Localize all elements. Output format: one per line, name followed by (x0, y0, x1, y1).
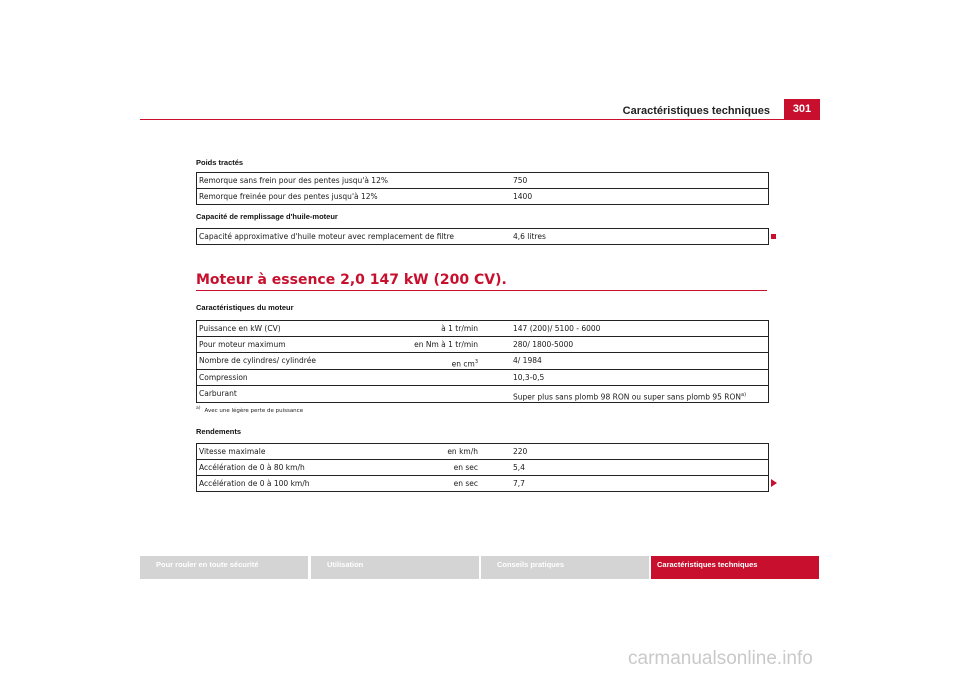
row-value: 1400 (513, 192, 533, 201)
performance-heading: Rendements (196, 427, 242, 436)
engine-heading: Caractéristiques du moteur (196, 303, 294, 312)
row-label: Accélération de 0 à 100 km/h (199, 479, 310, 488)
table-row (197, 336, 768, 352)
row-unit: en sec (453, 463, 478, 472)
row-value: 4,6 litres (513, 232, 546, 241)
continue-arrow-icon (771, 479, 777, 487)
row-value: 280/ 1800-5000 (513, 340, 574, 349)
footer-tab-technical[interactable]: Caractéristiques techniques (651, 556, 819, 579)
row-label: Remorque freinée pour des pentes jusqu'à 12% (199, 192, 378, 201)
row-unit: à 1 tr/min (441, 324, 478, 333)
value-text: Super plus sans plomb 98 RON ou super sans plomb 95 RON (513, 392, 742, 402)
footnote-ref: a) (741, 392, 747, 398)
watermark: carmanualsonline.info (628, 648, 813, 669)
footnote-mark: a) (196, 406, 201, 411)
row-value: 220 (513, 447, 528, 456)
table-row (197, 321, 768, 336)
footer-tab-safety[interactable]: Pour rouler en toute sécurité (140, 556, 308, 579)
row-value: 7,7 (513, 479, 525, 488)
row-value: 10,3-0,5 (513, 373, 545, 382)
row-label: Vitesse maximale (199, 447, 266, 456)
footer-nav (140, 556, 820, 579)
towing-heading: Poids tractés (196, 158, 244, 167)
footnote-text: Avec une légère perte de puissance (204, 407, 304, 414)
footer-tab-usage[interactable]: Utilisation (311, 556, 479, 579)
row-label: Pour moteur maximum (199, 340, 286, 349)
unit-superscript: 3 (474, 359, 478, 365)
table-row (197, 369, 768, 385)
footnote (196, 406, 303, 414)
page-number: 301 (784, 99, 820, 119)
row-label: Puissance en kW (CV) (199, 324, 281, 333)
row-unit: en km/h (447, 447, 478, 456)
header-rule (140, 119, 820, 120)
row-label: Remorque sans frein pour des pentes jusqu'à 12% (199, 176, 388, 185)
row-unit (452, 359, 478, 369)
row-unit: en Nm à 1 tr/min (414, 340, 478, 349)
table-row (197, 352, 768, 369)
table-row (197, 188, 768, 204)
table-row (197, 385, 768, 402)
section-end-mark (771, 234, 776, 239)
row-value: 147 (200)/ 5100 - 6000 (513, 324, 601, 333)
row-label: Accélération de 0 à 80 km/h (199, 463, 305, 472)
table-row (197, 444, 768, 459)
performance-table (196, 443, 769, 492)
table-row (197, 459, 768, 475)
header-title: Caractéristiques techniques (622, 105, 770, 117)
oil-heading: Capacité de remplissage d'huile-moteur (196, 212, 338, 221)
engine-table (196, 320, 769, 403)
towing-table (196, 172, 769, 205)
section-rule (196, 290, 767, 291)
unit-text: en cm (451, 359, 475, 369)
row-value: 750 (513, 176, 528, 185)
table-row (197, 173, 768, 188)
row-value (513, 392, 746, 402)
row-value: 5,4 (513, 463, 525, 472)
table-row (197, 229, 768, 244)
row-label: Capacité approximative d'huile moteur avec remplacement de filtre (199, 232, 454, 241)
table-row (197, 475, 768, 491)
section-title: Moteur à essence 2,0 147 kW (200 CV). (196, 272, 507, 288)
footer-tab-tips[interactable]: Conseils pratiques (481, 556, 649, 579)
row-value: 4/ 1984 (513, 356, 542, 365)
row-unit: en sec (453, 479, 478, 488)
row-label: Carburant (199, 389, 237, 398)
row-label: Nombre de cylindres/ cylindrée (199, 356, 316, 365)
row-label: Compression (199, 373, 248, 382)
oil-table (196, 228, 769, 245)
